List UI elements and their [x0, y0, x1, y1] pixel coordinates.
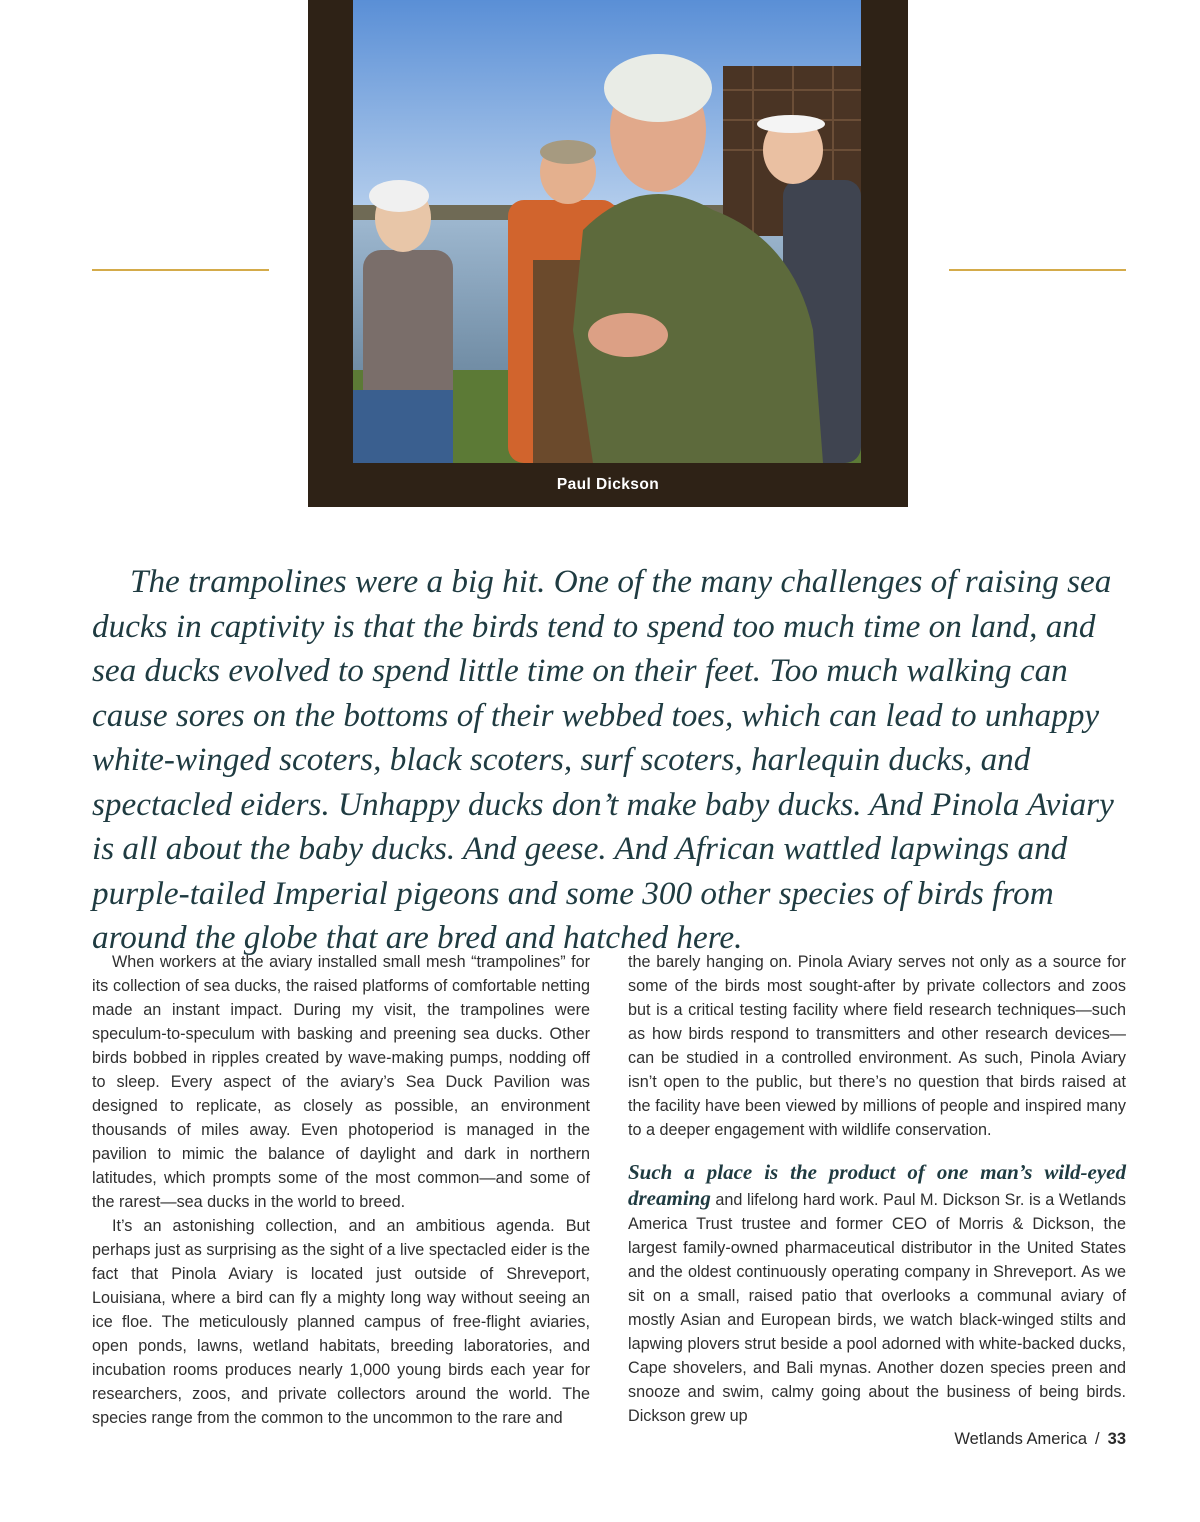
pull-quote-text: The trampolines were a big hit. One of the many challenges of raising sea ducks in captivity is that the birds tend to spend too much time on land, and sea ducks evolved to spend little time on their feet. Too much walking can cause sores on the bottoms of their webbed toes, which can lead to unhappy white-winged scoters, black scoters, surf scoters, harlequin ducks, and spectacled eiders. Unhappy ducks don’t make baby ducks. And Pinola Aviary is all about the baby ducks. And geese. And African wattled lapwings and purple-tailed Imperial pigeons and some 300 other species of birds from around the globe that are bred and hatched here. — [92, 563, 1114, 956]
body-paragraph: It’s an astonishing collection, and an ambitious agenda. But perhaps just as surprising as the sight of a live spectacled eider is the fact that Pinola Aviary is located just outside of Shreveport, Louisiana, where a bird can fly a mighty long way without seeing an ice floe. The meticulously planned campus of free-flight aviaries, open ponds, lawns, wetland habitats, breeding laboratories, and incubation rooms produces nearly 1,000 young birds each year for researchers, zoos, and private collectors around the world. The species range from the common to the uncommon to the rare and — [92, 1217, 590, 1427]
page-folio — [954, 1430, 1126, 1449]
photo-frame — [308, 0, 908, 507]
photo-paul-dickson — [353, 0, 861, 463]
folio-separator: / — [1095, 1430, 1100, 1448]
decorative-rule-right — [949, 269, 1126, 271]
page-number: 33 — [1107, 1430, 1126, 1448]
lead-in-text: Such a place is the product of one man’s wild-eyed dreaming — [628, 1160, 1126, 1210]
body-paragraph-text: and lifelong hard work. Paul M. Dickson Sr. is a Wetlands America Trust trustee and former CEO of Morris & Dickson, the largest family-owned pharmaceutical distributor in the United States and the oldest continuously operating company in Shreveport. As we sit on a small, raised patio that overlooks a communal aviary of mostly Asian and European birds, we watch black-winged stilts and lapwing plovers strut beside a pool adorned with white-backed ducks, Cape shovelers, and Bali mynas. Another dozen species preen and snooze and swim, calmy going about the business of being birds. Dickson grew up — [628, 1191, 1126, 1425]
body-paragraph-lead — [628, 1160, 1126, 1428]
body-paragraph: the barely hanging on. Pinola Aviary serves not only as a source for some of the birds most sought-after by private collectors and zoos but is a critical testing facility where field research techniques—such as how birds respond to transmitters and other research devices—can be studied in a controlled environment. As such, Pinola Aviary isn’t open to the public, but there’s no question that birds raised at the facility have been viewed by millions of people and inspired many to a deeper engagement with wildlife conservation. — [628, 953, 1126, 1139]
pull-quote — [92, 560, 1122, 961]
decorative-rule-left — [92, 269, 269, 271]
photo-caption: Paul Dickson — [556, 476, 660, 493]
photo-illustration — [353, 0, 861, 463]
body-column-left — [92, 950, 590, 1430]
body-column-right — [628, 950, 1126, 1428]
publication-name: Wetlands America — [954, 1430, 1088, 1448]
body-paragraph: When workers at the aviary installed small mesh “trampolines” for its collection of sea ducks, the raised platforms of comfortable netting made an instant impact. During my visit, the trampolines were speculum-to-speculum with basking and preening sea ducks. Other birds bobbed in ripples created by wave-making pumps, nodding off to sleep. Every aspect of the aviary’s Sea Duck Pavilion was designed to replicate, as closely as possible, an environment thousands of miles away. Even photoperiod is managed in the pavilion to mimic the balance of daylight and dark in northern latitudes, which prompts some of the most common—and some of the rarest—sea ducks in the world to breed. — [92, 953, 590, 1211]
